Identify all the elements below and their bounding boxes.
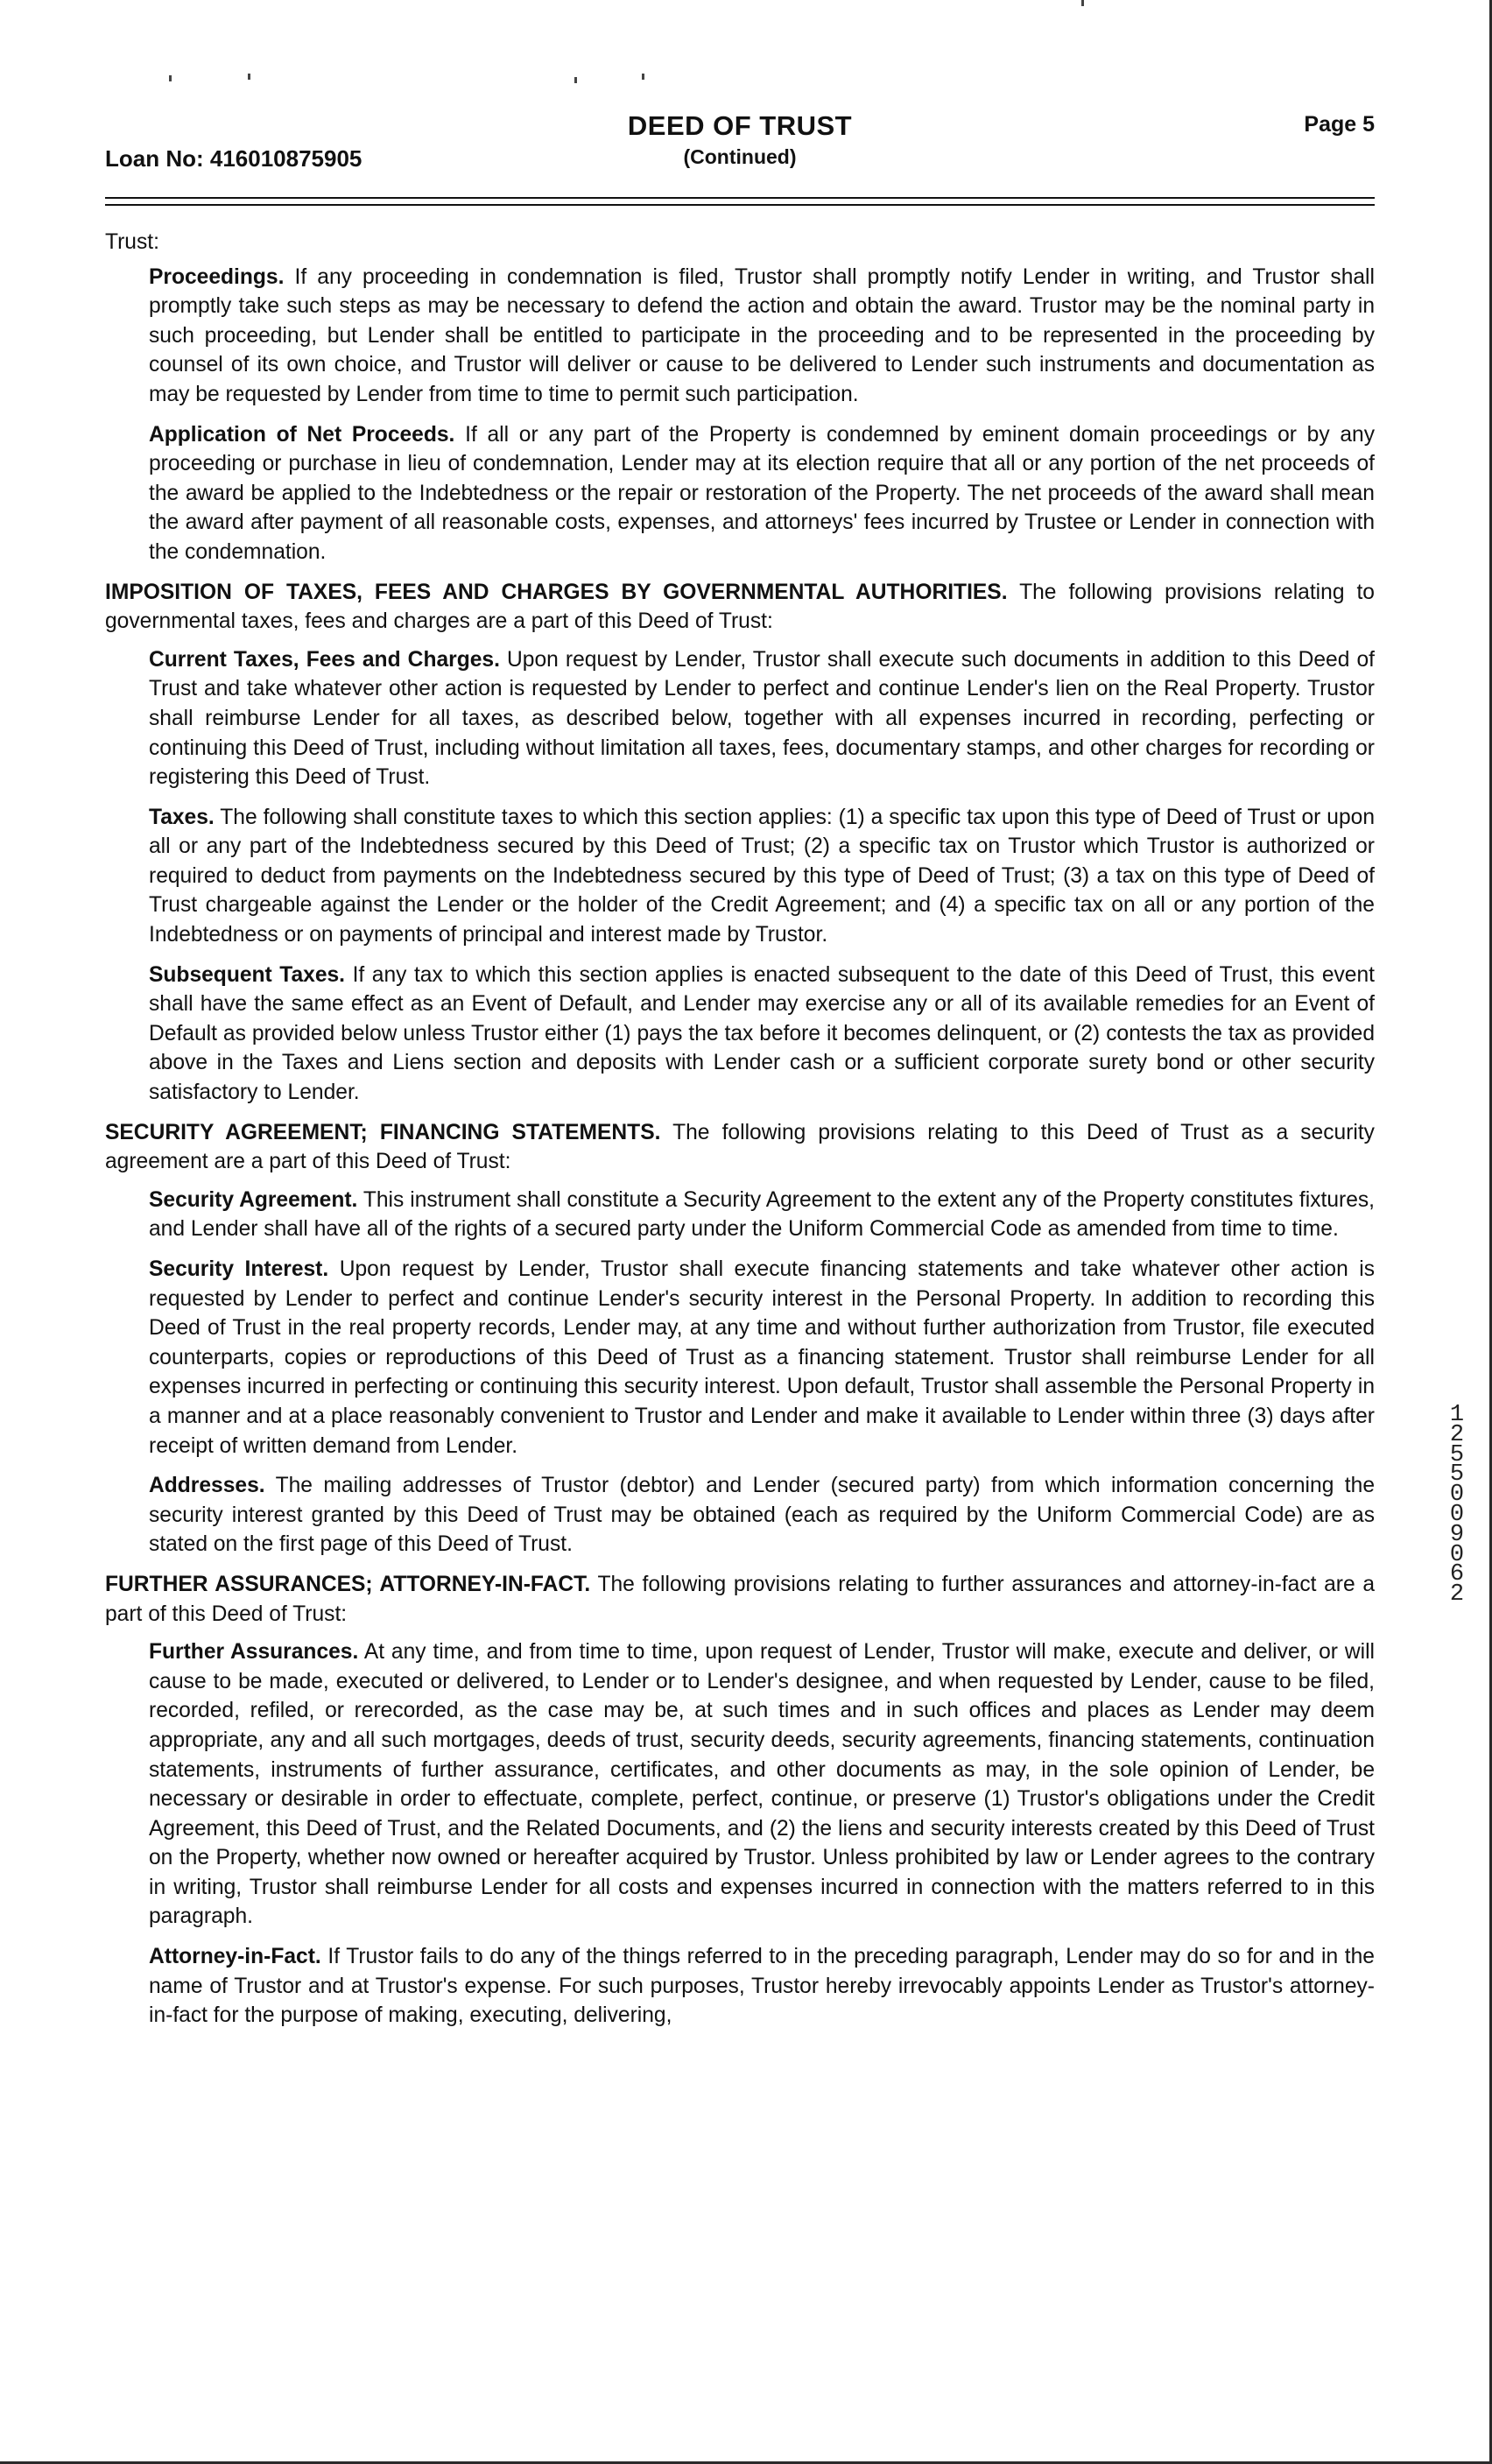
- paragraph-further-assurances: [149, 1637, 1375, 1932]
- document-title: DEED OF TRUST: [627, 110, 853, 141]
- paragraph-subsequent-taxes: [149, 961, 1375, 1108]
- section-security-agreement: [105, 1118, 1375, 1559]
- section-lead: [105, 1118, 1375, 1177]
- page-number: Page 5: [1304, 112, 1375, 137]
- page-header: [105, 103, 1375, 173]
- paragraph-heading: Subsequent Taxes.: [149, 962, 346, 987]
- paragraph-heading: Taxes.: [149, 805, 215, 829]
- section-further-assurances: [105, 1570, 1375, 2031]
- paragraph-text: This instrument shall constitute a Security Agreement to the extent any of the Property constitutes fixtures, and Lender shall have all of the rights of a secured party under the Uniform Commercial Code as amended from time to time.: [149, 1187, 1375, 1242]
- loan-number: Loan No: 416010875905: [105, 145, 362, 172]
- paragraph-addresses: [149, 1471, 1375, 1559]
- paragraph-application-of-net-proceeds: [149, 420, 1375, 567]
- section-lead: [105, 578, 1375, 637]
- paragraph-current-taxes: [149, 645, 1375, 792]
- paragraph-heading: Further Assurances.: [149, 1640, 359, 1665]
- header-divider-bottom: [105, 204, 1375, 206]
- paragraph-attorney-in-fact: [149, 1942, 1375, 2031]
- recording-stamp-number: 12550 09062: [1449, 1402, 1465, 1609]
- document-subtitle: (Continued): [683, 145, 797, 168]
- section-lead-text: The following provisions relating to governmental taxes, fees and charges are a part of this Deed of Trust:: [105, 580, 1375, 634]
- paragraph-text: At any time, and from time to time, upon request of Lender, Trustor will make, execute and deliver, or will cause to be made, executed or delivered, to Lender or to Lender's designee, and when requested by Lender, cause to be filed, recorded, refiled, or rerecorded, as the case may be, at such times and in such offices and places as Lender may deem appropriate, any and all such mortgages, deeds of trust, security deeds, security agreements, financing statements, continuation statements, instruments of further assurance, certificates, and other documents as may, in the sole opinion of Lender, be necessary or desirable in order to effectuate, complete, perfect, continue, or preserve (1) Trustor's obligations under the Credit Agreement, this Deed of Trust, and the Related Documents, and (2) the liens and security interests created by this Deed of Trust on the Property, whether now owned or hereafter acquired by Trustor. Unless prohibited by law or Lender agrees to the contrary in writing, Trustor shall reimburse Lender for all costs and expenses incurred in connection with the matters referred to in this paragraph.: [149, 1640, 1375, 1929]
- paragraph-text: The mailing addresses of Trustor (debtor) and Lender (secured party) from which information concerning the security interest granted by this Deed of Trust may be obtained (each as required by the Uniform Commercial Code) are as stated on the first page of this Deed of Trust.: [149, 1474, 1375, 1557]
- paragraph-text: If any tax to which this section applies is enacted subsequent to the date of this Deed of Trust, this event shall have the same effect as an Event of Default, and Lender may exercise any or all of its available remedies for an Event of Default as provided below unless Trustor either (1) pays the tax before it becomes delinquent, or (2) contests the tax as provided above in the Taxes and Liens section and deposits with Lender cash or a sufficient corporate surety bond or other security satisfactory to Lender.: [149, 962, 1375, 1105]
- paragraph-heading: Addresses.: [149, 1474, 265, 1498]
- title-block: [105, 110, 1375, 169]
- paragraph-heading: Current Taxes, Fees and Charges.: [149, 647, 500, 672]
- section-taxes: [105, 578, 1375, 1108]
- paragraph-heading: Application of Net Proceeds.: [149, 422, 455, 447]
- paragraph-text: If Trustor fails to do any of the things referred to in the preceding paragraph, Lender may do so for and in the name of Trustor and at Trustor's expense. For such purposes, Trustor hereby irrevocably appoints Lender as Trustor's attorney-in-fact for the purpose of making, executing, delivering,: [149, 1945, 1375, 2028]
- paragraph-proceedings: [149, 263, 1375, 410]
- continued-intro: Trust:: [105, 230, 159, 254]
- section-heading: IMPOSITION OF TAXES, FEES AND CHARGES BY GOVERNMENTAL AUTHORITIES.: [105, 580, 1008, 604]
- paragraph-security-agreement: [149, 1186, 1375, 1244]
- paragraph-heading: Attorney-in-Fact.: [149, 1945, 321, 1969]
- section-condemnation: [105, 263, 1375, 567]
- paragraph-taxes: [149, 803, 1375, 950]
- paragraph-text: If any proceeding in condemnation is filed, Trustor shall promptly notify Lender in writing, and Trustor shall promptly take such steps as may be necessary to defend the action and obtain the award. Trustor may be the nominal party in such proceeding, but Lender shall be entitled to participate in the proceeding and to be represented in the proceeding by counsel of its own choice, and Trustor will deliver or cause to be delivered to Lender such instruments and documentation as may be requested by Lender from time to time to permit such participation.: [149, 264, 1375, 406]
- paragraph-security-interest: [149, 1255, 1375, 1461]
- section-lead-text: The following provisions relating to further assurances and attorney-in-fact are a part of this Deed of Trust:: [105, 1572, 1375, 1626]
- paragraph-text: Upon request by Lender, Trustor shall execute financing statements and take whatever other action is requested by Lender to perfect and continue Lender's security interest in the Personal Property. In addition to recording this Deed of Trust in the real property records, Lender may, at any time and without further authorization from Trustor, file executed counterparts, copies or reproductions of this Deed of Trust as a financing statement. Trustor shall reimburse Lender for all expenses incurred in perfecting or continuing this security interest. Upon default, Trustor shall assemble the Personal Property in a manner and at a place reasonably convenient to Trustor and Lender and make it available to Lender within three (3) days after receipt of written demand from Lender.: [149, 1257, 1375, 1458]
- section-heading: SECURITY AGREEMENT; FINANCING STATEMENTS.: [105, 1120, 661, 1144]
- paragraph-heading: Security Agreement.: [149, 1187, 358, 1212]
- paragraph-text: The following shall constitute taxes to which this section applies: (1) a specific tax upon this type of Deed of Trust or upon all or any part of the Indebtedness secured by this Deed of Trust; (2) a specific tax on Trustor which Trustor is authorized or required to deduct from payments on the Indebtedness secured by this type of Deed of Trust; (3) a tax on this type of Deed of Trust chargeable against the Lender or the holder of the Credit Agreement; and (4) a specific tax on all or any portion of the Indebtedness or on payments of principal and interest made by Trustor.: [149, 805, 1375, 947]
- paragraph-heading: Proceedings.: [149, 264, 285, 289]
- document-body: [105, 228, 1375, 2041]
- paragraph-text: If all or any part of the Property is condemned by eminent domain proceedings or by any proceeding or purchase in lieu of condemnation, Lender may at its election require that all or any portion of the net proceeds of the award be applied to the Indebtedness or the repair or restoration of the Property. The net proceeds of the award shall mean the award after payment of all reasonable costs, expenses, and attorneys' fees incurred by Trustee or Lender in connection with the condemnation.: [149, 422, 1375, 564]
- paragraph-text: Upon request by Lender, Trustor shall execute such documents in addition to this Deed of Trust and take whatever other action is requested by Lender to perfect and continue Lender's lien on the Real Property. Trustor shall reimburse Lender for all taxes, as described below, together with all expenses incurred in recording, perfecting or continuing this Deed of Trust, including without limitation all taxes, fees, documentary stamps, and other charges for recording or registering this Deed of Trust.: [149, 647, 1375, 790]
- section-heading: FURTHER ASSURANCES; ATTORNEY-IN-FACT.: [105, 1572, 591, 1596]
- section-lead-text: The following provisions relating to this Deed of Trust as a security agreement are a part of this Deed of Trust:: [105, 1120, 1375, 1174]
- section-lead: [105, 1570, 1375, 1629]
- header-divider-top: [105, 197, 1375, 199]
- paragraph-heading: Security Interest.: [149, 1257, 329, 1281]
